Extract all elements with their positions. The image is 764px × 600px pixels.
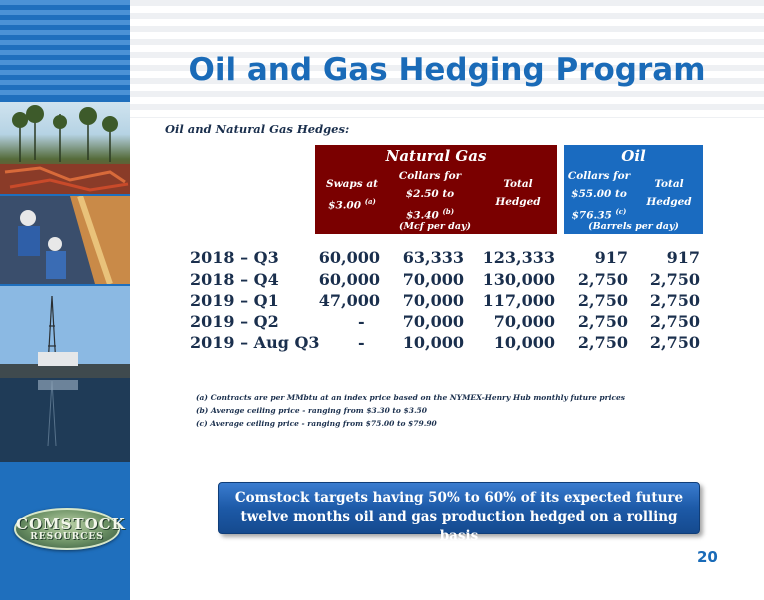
total-cell: 10,000 xyxy=(493,333,555,352)
collars-cell: 70,000 xyxy=(402,291,464,310)
swaps-header-line2 xyxy=(317,193,387,215)
swaps-cell: 60,000 xyxy=(318,248,380,267)
oil-total-cell: 2,750 xyxy=(649,291,700,310)
callout-box xyxy=(218,482,700,544)
oil-label: Oil xyxy=(621,147,646,165)
gas-unit-label: (Mcf per day) xyxy=(398,221,471,232)
total-gas-line1: Total xyxy=(503,178,533,190)
page-number: 20 xyxy=(697,548,718,566)
page-title: Oil and Gas Hedging Program xyxy=(188,52,706,88)
logo-line2: RESOURCES xyxy=(30,532,104,542)
collars-oil-line1: Collars for xyxy=(567,170,631,182)
photo-drilling-site xyxy=(0,102,130,194)
swaps-cell: - xyxy=(358,333,365,352)
sidebar-stripes xyxy=(0,0,130,100)
table-row xyxy=(0,333,764,355)
logo-line1: COMSTOCK xyxy=(16,515,126,533)
table-row xyxy=(0,248,764,270)
oil-total-cell: 2,750 xyxy=(649,270,700,289)
oil-collars-cell: 2,750 xyxy=(577,333,628,352)
total-cell: 123,333 xyxy=(482,248,555,267)
total-cell: 130,000 xyxy=(482,270,555,289)
swaps-note: (a) xyxy=(364,197,376,206)
footnote-a: (a) Contracts are per MMbtu at an index price based on the NYMEX-Henry Hub monthly future prices xyxy=(196,393,626,402)
footnote-b: (b) Average ceiling price - ranging from $3.30 to $3.50 xyxy=(196,406,427,415)
oil-collars-cell: 917 xyxy=(594,248,628,267)
collars-gas-line1: Collars for xyxy=(398,170,462,182)
collars-gas-price: $3.40 xyxy=(405,209,439,222)
period-cell: 2018 – Q3 xyxy=(190,248,279,267)
table-row xyxy=(0,291,764,313)
total-gas-line2: Hedged xyxy=(495,196,541,208)
total-cell: 70,000 xyxy=(493,312,555,331)
total-oil-header xyxy=(636,175,702,211)
period-cell: 2019 – Q1 xyxy=(190,291,279,310)
collars-cell: 10,000 xyxy=(402,333,464,352)
collars-gas-header xyxy=(395,167,465,225)
oil-header xyxy=(564,145,703,234)
total-cell: 117,000 xyxy=(482,291,555,310)
oil-total-cell: 2,750 xyxy=(649,312,700,331)
footnote-c: (c) Average ceiling price - ranging from $75.00 to $79.90 xyxy=(196,419,437,428)
total-oil-line2: Hedged xyxy=(646,196,692,208)
oil-collars-cell: 2,750 xyxy=(577,291,628,310)
period-cell: 2018 – Q4 xyxy=(190,270,279,289)
swaps-header xyxy=(317,175,387,215)
collars-cell: 70,000 xyxy=(402,312,464,331)
swaps-price: $3.00 xyxy=(328,199,362,212)
collars-gas-note: (b) xyxy=(442,207,455,216)
oil-collars-cell: 2,750 xyxy=(577,312,628,331)
table-row xyxy=(0,270,764,292)
section-subtitle: Oil and Natural Gas Hedges: xyxy=(165,122,350,136)
total-oil-line1: Total xyxy=(654,178,684,190)
total-gas-header xyxy=(483,175,553,211)
period-cell: 2019 – Aug Q3 xyxy=(190,333,320,352)
callout-text: Comstock targets having 50% to 60% of its expected future twelve months oil and gas production hedged on a rolling basis xyxy=(234,490,684,544)
swaps-cell: 47,000 xyxy=(318,291,380,310)
company-logo xyxy=(14,508,126,550)
collars-cell: 63,333 xyxy=(402,248,464,267)
collars-oil-header xyxy=(564,167,634,225)
swaps-cell: 60,000 xyxy=(318,270,380,289)
swaps-cell: - xyxy=(358,312,365,331)
oil-unit-label: (Barrels per day) xyxy=(588,221,679,232)
period-cell: 2019 – Q2 xyxy=(190,312,279,331)
collars-oil-note: (c) xyxy=(615,207,627,216)
collars-oil-price: $76.35 xyxy=(571,209,612,222)
collars-oil-line2: $55.00 to xyxy=(571,188,627,200)
table-row xyxy=(0,312,764,334)
collars-gas-line2: $2.50 to xyxy=(405,188,455,200)
swaps-header-line1: Swaps at xyxy=(326,178,378,190)
oil-total-cell: 917 xyxy=(666,248,700,267)
natural-gas-header xyxy=(315,145,557,234)
collars-cell: 70,000 xyxy=(402,270,464,289)
oil-total-cell: 2,750 xyxy=(649,333,700,352)
natural-gas-label: Natural Gas xyxy=(385,147,487,165)
oil-collars-cell: 2,750 xyxy=(577,270,628,289)
